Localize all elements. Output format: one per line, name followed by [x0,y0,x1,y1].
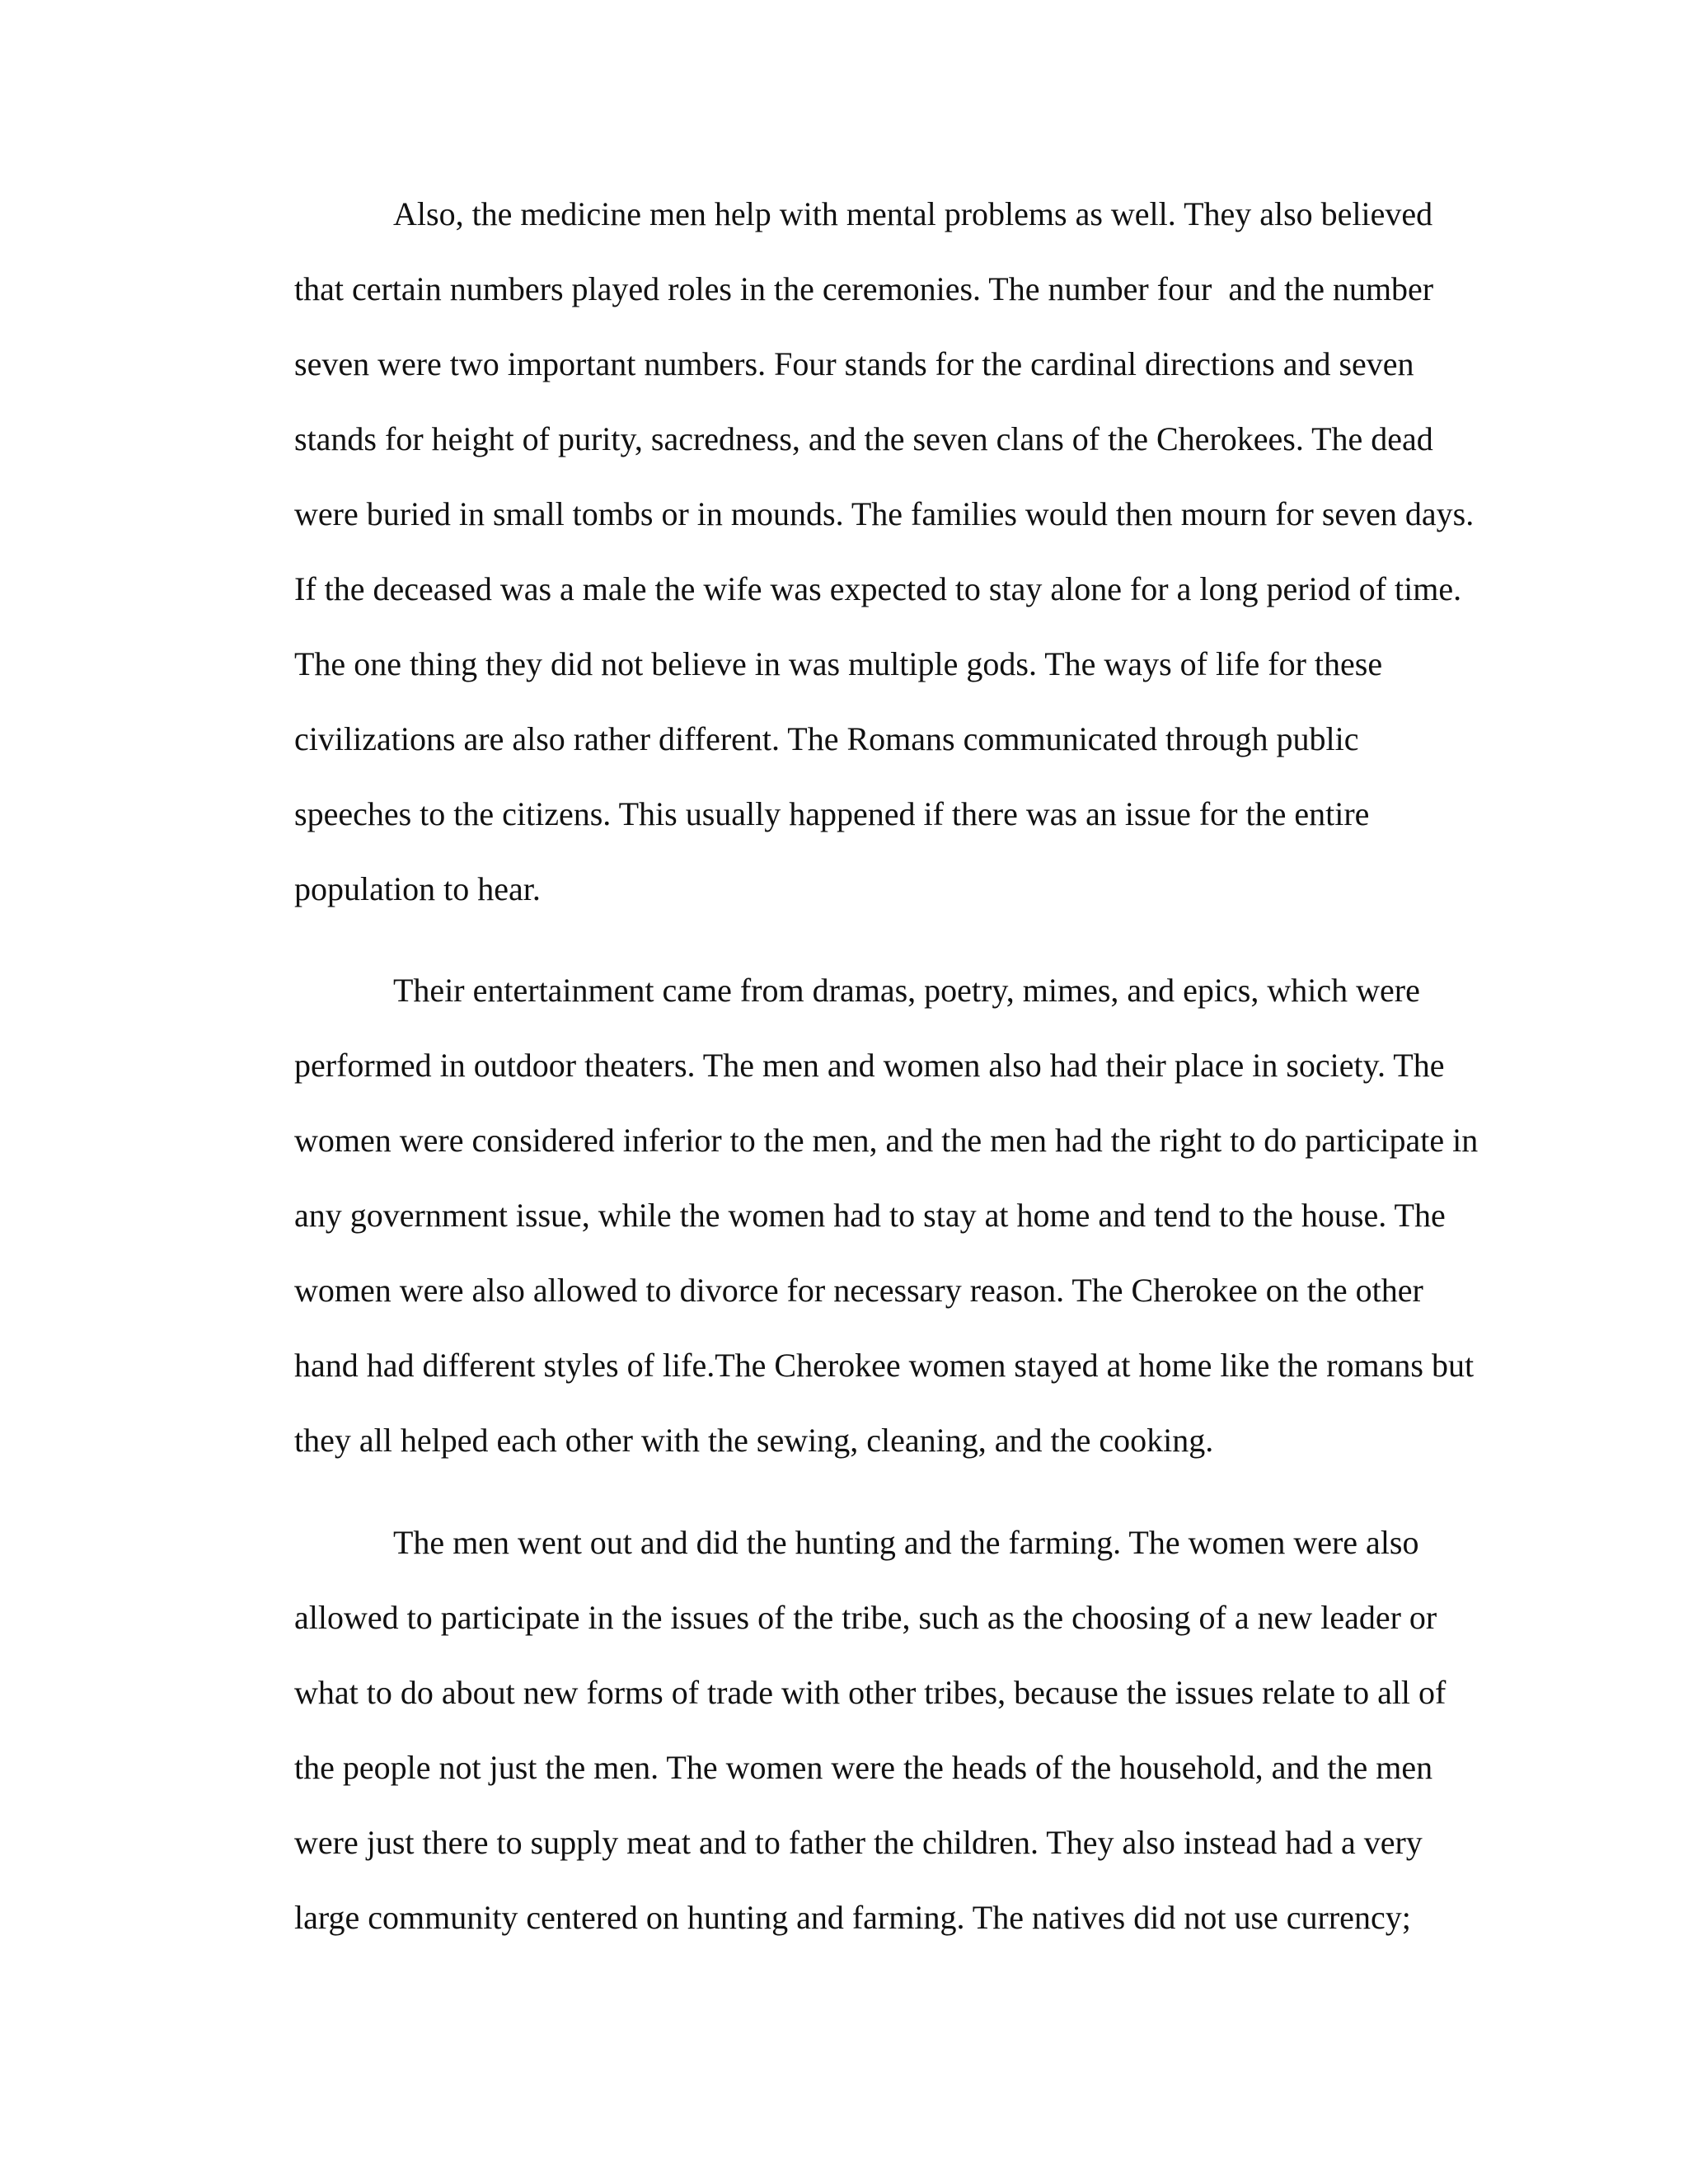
paragraph-3-line-5: were just there to supply meat and to father the children. They also instead had a very [294,1824,1423,1861]
paragraph-1-line-10: population to hear. [294,870,541,907]
paragraph-1-line-7: The one thing they did not believe in was multiple gods. The ways of life for these [294,645,1383,682]
paragraph-1-line-1: Also, the medicine men help with mental problems as well. They also believed [393,195,1433,232]
paragraph-2-line-6: hand had different styles of life.The Cherokee women stayed at home like the romans but [294,1347,1475,1384]
paragraph-1-line-8: civilizations are also rather different. The Romans communicated through public [294,720,1359,757]
paragraph-3-line-2: allowed to participate in the issues of the tribe, such as the choosing of a new leader or [294,1599,1437,1636]
paragraph-3-line-1: The men went out and did the hunting and the farming. The women were also [393,1524,1419,1561]
paragraph-2-line-7: they all helped each other with the sewing, cleaning, and the cooking. [294,1422,1214,1459]
paragraph-1-line-5: were buried in small tombs or in mounds. The families would then mourn for seven days. [294,495,1475,532]
paragraph-1-line-4: stands for height of purity, sacredness, and the seven clans of the Cherokees. The dead [294,420,1433,457]
paragraph-2-line-3: women were considered inferior to the men, and the men had the right to do participate in [294,1122,1479,1159]
paragraph-1-line-2: that certain numbers played roles in the ceremonies. The number four and the number [294,270,1434,307]
paragraph-1-line-9: speeches to the citizens. This usually happened if there was an issue for the entire [294,795,1370,832]
paragraph-3-line-6: large community centered on hunting and farming. The natives did not use currency; [294,1899,1411,1936]
paragraph-2-line-2: performed in outdoor theaters. The men and women also had their place in society. The [294,1047,1445,1084]
paragraph-2-line-1: Their entertainment came from dramas, poetry, mimes, and epics, which were [393,972,1420,1009]
paragraph-2-line-5: women were also allowed to divorce for necessary reason. The Cherokee on the other [294,1272,1423,1309]
paragraph-3-line-4: the people not just the men. The women were the heads of the household, and the men [294,1749,1433,1786]
paragraph-3-line-3: what to do about new forms of trade with other tribes, because the issues relate to all of [294,1674,1447,1711]
paragraph-2-line-4: any government issue, while the women had to stay at home and tend to the house. The [294,1197,1446,1234]
paragraph-1-line-3: seven were two important numbers. Four stands for the cardinal directions and seven [294,345,1414,382]
paragraph-1-line-6: If the deceased was a male the wife was expected to stay alone for a long period of time. [294,570,1462,607]
